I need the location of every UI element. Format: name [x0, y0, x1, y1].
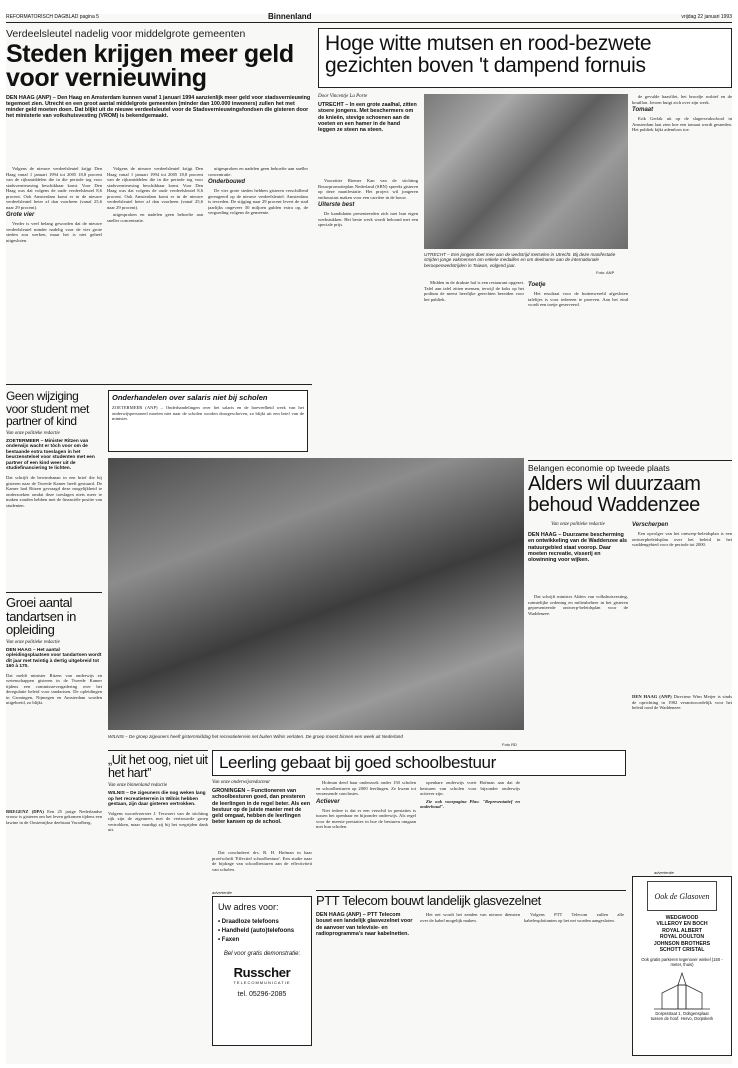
article-headline: Geen wijziging voor student met partner of kind — [6, 389, 89, 428]
photo-credit: Foto RD — [502, 742, 517, 747]
article-byline: Van onze politieke redactie — [6, 430, 60, 436]
article-paragraph: de gevulde haasfilet, het broodje rosbief en de bouillon. Jeroen buigt zich over zijn werk. — [632, 94, 732, 105]
photo-caption: UTRECHT – Een jongen doet mee aan de wedstrijd metselen in Utrecht. Bij deze manifestatie strijden jonge vakmensen om enkele medailles en om deelname aan de internationale beroepenwedstrijden in Taiwan, volgend jaar. — [424, 252, 616, 268]
ad-brand: SCHOTT CRISTAL — [659, 947, 705, 954]
article-paragraph: uitgesproken en nadelen geen behoefte aan sneller concentratie. — [208, 166, 308, 177]
article-paragraph: Midden in de drukste hal is een restaurant opgezet. Tafel aan tafel zitten mensen, terwijl de koks op het podium de meest heerlijke gerechten bereiden voor het publiek. — [424, 280, 524, 302]
ad-label: advertentie — [654, 870, 674, 875]
article-headline: Alders wil duurzaam behoud Waddenzee — [528, 473, 701, 516]
article-subheading: Uiterste best — [318, 202, 355, 208]
article-headline: Leerling gebaat bij goed schoolbestuur — [219, 753, 496, 772]
photo-credit: Foto: ANP — [596, 270, 615, 275]
article-headline: „Uit het oog, niet uit het hart” — [108, 753, 208, 780]
article-paragraph: Niet iedere is dat er een verschil in prestaties is tussen het openbaar en bijzonder onderwijs. Als regel voor de meeste prestaties in hoe de besturen omgaan met hun scholen. — [316, 807, 416, 829]
article-body: Dat meldt minister Ritzen van onderwijs en wetenschappen gisteren in de Tweede Kamer tijdens een commissievergadering over het deregulatie beleid voor tandartsen. De opleidingen in Groningen, Nijmegen en Amsterdam worden uitgebreid, zo blijkt. — [6, 672, 102, 706]
article-lead: UTRECHT – In een grote zaalhal, zitten stoere jongens. Met beschermers om de knieën, stevige schoenen aan de voeten en een hamer in de hand leggen ze steen na steen. — [318, 102, 417, 134]
ad-shop-name: Ook de Glasoven — [654, 891, 710, 901]
rule — [108, 750, 208, 751]
article-stadsvernieuwing — [6, 28, 312, 278]
ad-brand-sub: TELECOMMUNICATIE — [233, 980, 291, 985]
news-brief — [6, 809, 102, 869]
article-lead: DEN HAAG – Het aantal opleidingsplaatsen voor tandartsen wordt dit jaar met twintig à dertig uitgebreid tot 160 à 170. — [6, 647, 102, 670]
photo-wilnis — [108, 458, 524, 730]
article-column — [420, 912, 520, 1042]
article-headline: Hoge witte mutsen en rood-bezwete gezichten boven 't dampend fornuis — [325, 32, 652, 77]
article-body: Dat schrijft de bewindsman in een brief die hij gisteren naar de Tweede Kamer heeft gestuurd. De Kamer had Ritzen gevraagd deze mogelijkheid te onderzoeken omdat deze toeslagen niets meer te maken zouden hebben met de financiële positie van studenten. — [6, 475, 102, 508]
article-body: Volgens woordvoerster J. Terwoert van de stichting rijk zijn de zigeuners met de vertrouwde groep vertrokken, maar vaardigt zij bij het wegrijden dank uit. — [108, 810, 208, 833]
ad-list — [218, 918, 306, 945]
brief-title: DEN HAAG (ANP) — [632, 694, 672, 699]
article-subheading: Actiever — [316, 798, 340, 805]
article-column — [528, 280, 628, 390]
photo-kitchen — [424, 94, 628, 249]
rule — [6, 592, 102, 593]
article-paragraph: Erik Gerlak uit op de slagersvakschool in Amsterdam laat zien hoe een tomaat wordt gesneden. Het publiek kijkt ademloos toe. — [632, 116, 732, 132]
article-headline: PTT Telecom bouwt landelijk glasvezelnet — [316, 893, 541, 908]
article-lead: DEN HAAG (ANP) – Den Haag en Amsterdam kunnen vanaf 1 januari 1994 aanzienlijk meer geld voor stadsvernieuwing tegemoet zien. Utrecht en een groot aantal middelgrote gemeenten (minder dan 100.000 inwoners) zullen het met minder geld moeten doen. Dat blijkt uit de nieuwe verdeelsleutel voor de Stadsvernieuwingsfondsen die gisteren door het ministerie van volkshuisvesting (VROM) is bekendgemaakt. — [6, 94, 311, 120]
ad-villeroy — [632, 876, 732, 1056]
article-paragraph: uitgesproken en nadelen geen behoefte aan sneller concentratie. — [107, 212, 203, 223]
article-column — [316, 780, 416, 884]
paper-name: REFORMATORISCH DAGBLAD pagina 5 — [6, 14, 99, 20]
ad-info: Ook gratis parkeren tegenover winkel (150 - meter, thuis) — [641, 957, 723, 968]
article-subheading: Grote vier — [6, 212, 35, 218]
section-title: Binnenland — [268, 12, 312, 21]
article-paragraph: Hofman deed haar onderzoek onder 150 scholen en schoolbesturen op 2000 leerlingen. Ze kwam tot verrassende conclusies. — [316, 780, 416, 796]
ad-brand: ROYAL ALBERT — [662, 927, 702, 934]
article-paragraph: Volgens de nieuwe verdeelsleutel krijgt Den Haag vanaf 1 januari 1994 tot 2005 18,8 procent van de rijksmiddelen die in die periode tog voor stadsvernieuwing beschikbaar komt. Voor Den Haag was dat volgens de oude verdeelsleutel 8,6 procent. Ook Amsterdam komt er in de nieuwe verdeelsleutel beter af dan voorheen (vanaf 25,6 naar 29 procent). — [107, 166, 203, 210]
article-wijziging — [6, 390, 102, 600]
article-paragraph: Dat schrijft minister Alders van volkshuisvesting, ruimtelijke ordening en milieubeheer in het gisteren gepresenteerde ontwerp-beleidsplan voor de Waddenzee. — [528, 594, 628, 616]
article-byline: Van onze onderwijsredacteur — [212, 780, 271, 785]
news-brief — [632, 694, 732, 742]
article-byline: Door Vincentje La Porte — [318, 94, 368, 99]
article-lead: WILNIS – De zigeuners die nog weken lang op het recreatieterrein in Wilnis hebben gestaan, zijn daar gisteren vertrokken. — [108, 791, 206, 808]
article-paragraph: Verder is veel belang geworden dat de nieuwe verdeelsleutel minder nadelig voor de vier grote steden zou werken, maar het is niet geheel uitgesloten. — [6, 221, 102, 243]
ad-brand-list — [637, 915, 727, 953]
article-paragraph: Dat concludeert drs. B. H. Hofman in haar proefschrift 'Effectief schoolbestuur'. Een studie naar de bijdrage van schoolbesturen aan de effectiviteit van scholen. — [212, 850, 312, 872]
article-byline: Van onze binnenland redactie — [108, 783, 168, 788]
article-kicker: Verdeelsleutel nadelig voor middelgrote gemeenten — [6, 28, 246, 40]
article-uit-het-oog — [108, 754, 208, 894]
inset-box — [108, 390, 308, 452]
article-column — [632, 94, 732, 394]
ad-brand: VILLEROY EN BOCH — [656, 921, 708, 928]
article-paragraph: Volgens de nieuwe verdeelsleutel krijgt Den Haag vanaf 1 januari 1994 tot 2005 18,8 procent van de rijksmiddelen die in die periode tog voor stadsvernieuwing beschikbaar komt. Voor Den Haag was dat volgens de oude verdeelsleutel 8,6 procent. Ook Amsterdam komt er in de nieuwe verdeelsleutel beter af dan voorheen (vanaf 25,6 naar 29 procent). — [6, 166, 102, 210]
photo-caption: WILNIS – De groep zigeuners heeft gisternmiddag het recreatieterrein net buiten Wilnis verlaten. De groep moest binnen een week uit Nederland — [108, 734, 403, 739]
inset-body: ZOETERMEER (ANP) – Onderhandelingen over het salaris en de hoeveelheid werk van het onderwijspersoneel moeten niet naar de scholen worden doorgeschoven, zo blijkt uit een brief van de minister. — [112, 405, 304, 421]
ad-list-item: • Draadloze telefoons — [218, 919, 279, 925]
article-subheading: Tomaat — [632, 107, 654, 113]
ad-logo-box — [647, 881, 717, 911]
article-byline: Van onze politieke redactie — [6, 639, 60, 645]
ad-address-2: tussen de hoof. Hervo, Dorpskerk — [650, 1016, 714, 1022]
ad-russcher — [212, 896, 312, 1046]
article-note: Zie ook voorpagina Plus: "Representatief en onderhoud". — [420, 798, 520, 809]
article-column — [420, 780, 520, 884]
brief-body: Een 25 jarige Nederlandse vrouw is gisteren om het leven gekomen tijdens een lawine in de Oostenrijkse deelstaat Vorarlberg. — [6, 808, 102, 825]
article-column — [107, 166, 203, 276]
article-column — [424, 280, 524, 390]
article-column — [632, 520, 732, 690]
headline-box — [318, 28, 732, 88]
article-column — [212, 850, 312, 884]
ad-brand: WEDGWOOD — [665, 915, 699, 921]
article-column — [6, 166, 102, 276]
ad-brand: Russcher — [233, 965, 291, 980]
article-paragraph: Een opvolger van het ontwerp-beleidsplan is een ontwerpbeleidsplan over het beleid in het waddengebied voor de periode tot 2000. — [632, 531, 732, 547]
article-lead: GRONINGEN – Functioneren van schoolbesturen goed, dan presteren de leerlingen in de regel beter. Als een bestuur op de juiste manier met de geld omgaat, hebben de leerlingen beter kansen op de school. — [212, 788, 311, 826]
article-headline: Steden krijgen meer geld voor vernieuwing — [6, 40, 294, 92]
article-kicker: Belangen economie op tweede plaats — [528, 463, 670, 473]
article-paragraph: De kandidaten presenteerden zich met hun eigen werkstukken. Het beste werk wordt beloond met een speciale prijs. — [318, 211, 418, 227]
article-paragraph: Het net wordt het zenden van nieuwe diensten over de kabel mogelijk maken. — [420, 912, 520, 923]
ad-cta: Bel voor gratis demonstratie: — [223, 951, 301, 957]
header-rule — [6, 22, 732, 23]
article-column — [208, 166, 308, 276]
brief-body: Directeur Wim Meijer is sinds de oprichting in 1982 verantwoordelijk voor het beleid rond de Waddenzee. — [632, 694, 732, 710]
article-paragraph: De vier grote steden hebben gisteren verschillend gereageerd op de nieuwe verdeelsleutel. Amsterdam is tevreden. De stijging naar 29 procent levert de stad jaarlijks ongeveer 30 miljoen gulden extra op, de vergoeding volgens de gemeente. — [208, 188, 308, 215]
article-subheading: Onderbouwd — [208, 179, 245, 185]
article-subheading: Verscherpen — [632, 522, 669, 528]
article-tandarts — [6, 596, 102, 936]
ad-title: Uw adres voor: — [218, 902, 279, 912]
page-date: vrijdag 22 januari 1993 — [681, 14, 732, 20]
article-paragraph: Het resultaat voor de buitenwereld afgesloten tafeltjes is voor iedereen te proeven. Aan het eind wordt een toetje geserveerd. — [528, 291, 628, 307]
article-paragraph: openbare onderwijs voert Hofman aan dat de besturen van scholen voor bijzonder onderwijs actiever zijn. — [420, 780, 520, 796]
newspaper-page — [6, 14, 732, 1064]
ad-brand: JOHNSON BROTHERS — [653, 940, 711, 947]
article-byline: Van onze politieke redactie — [551, 522, 605, 527]
ad-list-item: • Handheld (auto)telefoons — [218, 928, 295, 934]
article-paragraph: Volgens PTT Telecom zullen alle kabelexploitanten op het net worden aangesloten. — [524, 912, 624, 923]
article-lead: DEN HAAG (ANP) – PTT Telecom bouwt een landelijk glasvezelnet voor de aanvoer van televisie- en radioprogramma's naar kabelnetten. — [316, 912, 413, 937]
article-column — [528, 594, 628, 744]
article-subheading: Toetje — [528, 282, 546, 288]
church-drawing — [652, 971, 712, 1011]
article-headline: Groei aantal tandartsen in opleiding — [6, 595, 76, 637]
article-column — [318, 178, 418, 348]
rule — [316, 890, 626, 891]
brief-title: BREGENZ (DPA) — [6, 808, 44, 814]
ad-address: Dorpsstraat 1, Ooltgensplaat — [655, 1011, 709, 1017]
inset-title: Onderhandelen over salaris niet bij scholen — [112, 393, 268, 402]
article-paragraph: Voorzitter Riemer Kan van de stichting Bouwpromotieplan Nederland (SBN) spreekt gisteren op deze manifestatie. Het project wil jongeren enthousiast maken voor een carrière in de bouw. — [318, 178, 418, 200]
article-lead: ZOETERMEER – Minister Ritzen van onderwijs wacht er tòch voor om de bestaande extra toeslagen in het beurzenstelsel voor studenten met een partner of een kind weer uit de studiefinanciering te lichten. — [6, 438, 95, 472]
headline-box — [212, 750, 626, 776]
ad-brand: ROYAL DOULTON — [659, 934, 705, 941]
ad-list-item: • Faxen — [218, 937, 240, 943]
ad-phone: tel. 05296-2085 — [237, 991, 287, 998]
article-column — [524, 912, 624, 1042]
rule — [6, 384, 312, 385]
ad-label: advertentie — [212, 890, 232, 895]
article-lead: DEN HAAG – Duurzame bescherming en ontwikkeling van de Waddenzee als natuurgebied staat voorop. Daar moeten recreatie, visserij en olowinning voor wijken. — [528, 532, 627, 564]
